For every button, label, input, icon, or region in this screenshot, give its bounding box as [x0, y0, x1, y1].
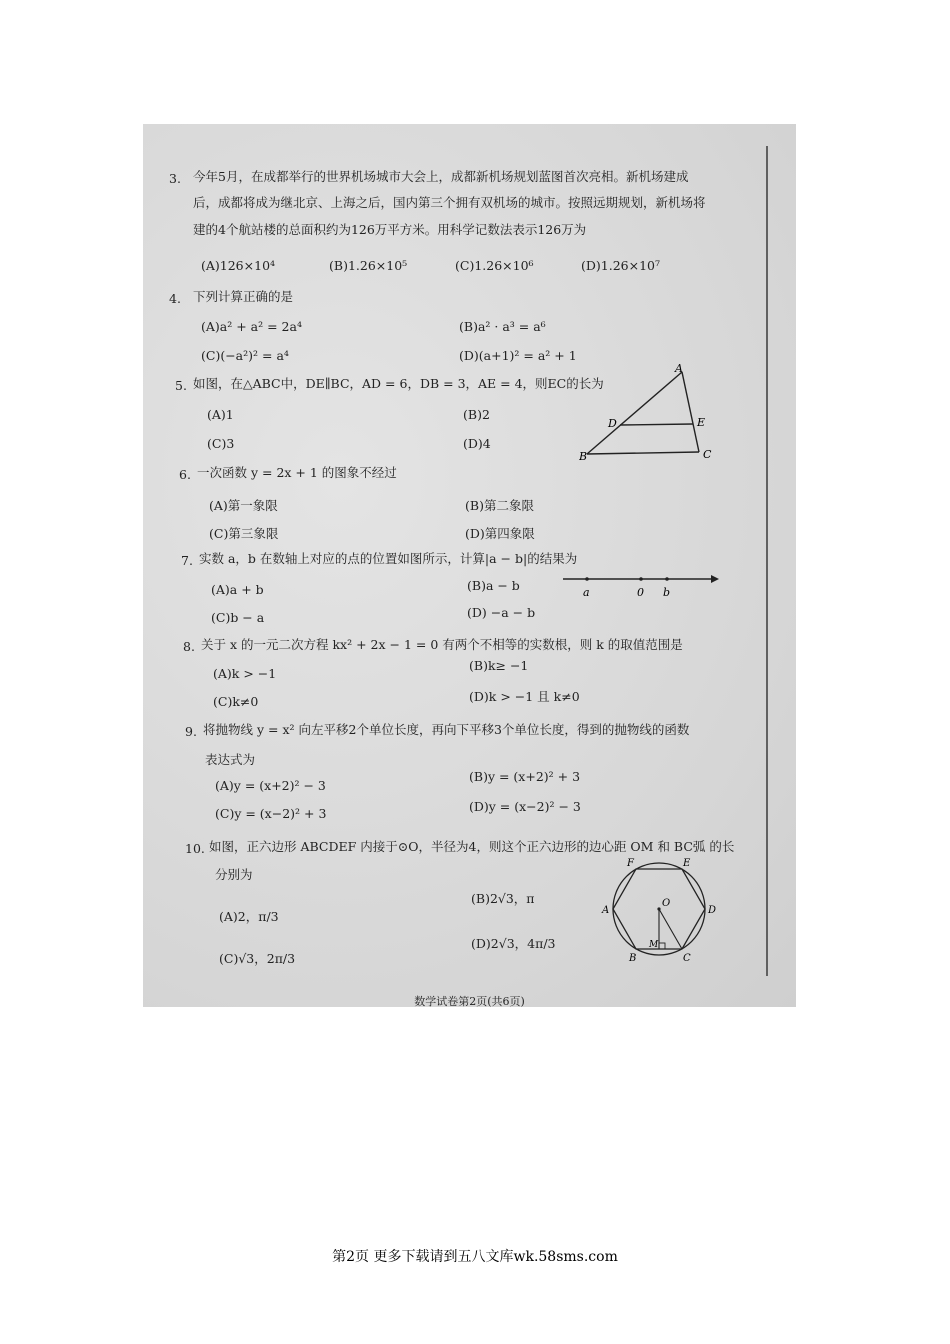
- option-b: (B)a² · a³ = a⁶: [459, 319, 546, 334]
- segment-de: [620, 424, 693, 425]
- question-text: 一次函数 y = 2x + 1 的图象不经过: [197, 465, 397, 480]
- label-b: b: [663, 586, 671, 599]
- question-text: 如图，正六边形 ABCDEF 内接于⊙O，半径为4，则这个正六边形的边心距 OM 和 BC弧 的长: [209, 839, 735, 854]
- triangle-side-ab: [587, 372, 682, 454]
- option-a: (A)k > −1: [213, 666, 277, 681]
- question-number: 5.: [175, 378, 187, 393]
- option-b: (B)a − b: [467, 578, 520, 593]
- option-c: (C)第三象限: [209, 526, 279, 541]
- question-number: 7.: [181, 553, 193, 568]
- option-a: (A)a + b: [211, 582, 264, 597]
- option-c: (C)√3，2π/3: [219, 951, 296, 966]
- question-number: 6.: [179, 467, 191, 482]
- question-text: 如图，在△ABC中，DE∥BC，AD = 6，DB = 3，AE = 4，则EC的长为: [193, 376, 604, 391]
- question-number: 3.: [169, 171, 181, 186]
- triangle-figure: [579, 362, 719, 462]
- option-b: (B)y = (x+2)² + 3: [469, 769, 581, 784]
- label-b: B: [629, 953, 637, 964]
- question-text: 建的4个航站楼的总面积约为126万平方米。用科学记数法表示126万为: [193, 222, 587, 237]
- option-b: (B)k≥ −1: [469, 658, 529, 673]
- option-c: (C)1.26×10⁶: [455, 258, 534, 273]
- option-a: (A)第一象限: [209, 498, 278, 513]
- question-text: 将抛物线 y = x² 向左平移2个单位长度，再向下平移3个单位长度，得到的抛物线的函数: [203, 722, 690, 737]
- label-a: A: [602, 905, 610, 916]
- point-b: [665, 577, 669, 581]
- arrow-icon: [711, 575, 719, 583]
- question-number: 8.: [183, 639, 195, 654]
- question-text: 表达式为: [205, 752, 256, 767]
- option-b: (B)第二象限: [465, 498, 534, 513]
- label-m: M: [649, 940, 659, 950]
- option-d: (D) −a − b: [467, 605, 536, 620]
- label-d: D: [708, 905, 717, 916]
- center-point: [657, 907, 660, 910]
- label-c: C: [683, 953, 691, 964]
- option-b: (B)2√3，π: [471, 891, 535, 906]
- option-d: (D)y = (x−2)² − 3: [469, 799, 581, 814]
- option-b: (B)2: [463, 407, 490, 422]
- option-a: (A)y = (x+2)² − 3: [215, 778, 326, 793]
- label-d: D: [608, 417, 617, 430]
- page-footer: 第2页 更多下载请到五八文库wk.58sms.com: [332, 1249, 618, 1265]
- option-d: (D)4: [463, 436, 491, 451]
- triangle-side-bc: [587, 452, 699, 454]
- option-a: (A)126×10⁴: [201, 258, 276, 273]
- question-text: 实数 a，b 在数轴上对应的点的位置如图所示，计算|a − b|的结果为: [199, 551, 578, 566]
- option-d: (D)k > −1 且 k≠0: [469, 689, 580, 704]
- option-c: (C)(−a²)² = a⁴: [201, 348, 289, 363]
- option-c: (C)k≠0: [213, 694, 259, 709]
- option-d: (D)第四象限: [465, 526, 535, 541]
- label-e: E: [697, 416, 706, 429]
- triangle-side-ac: [682, 372, 699, 452]
- option-d: (D)2√3，4π/3: [471, 936, 556, 951]
- question-text: 分别为: [215, 867, 253, 882]
- scan-page-footer: 数学试卷第2页(共6页): [414, 995, 525, 1007]
- label-e: E: [683, 858, 691, 869]
- label-a: a: [583, 586, 590, 599]
- option-d: (D)(a+1)² = a² + 1: [459, 348, 577, 363]
- point-a: [585, 577, 589, 581]
- option-a: (A)2，π/3: [219, 909, 279, 924]
- question-text: 后，成都将成为继北京、上海之后，国内第三个拥有双机场的城市。按照远期规划，新机场将: [193, 195, 706, 210]
- question-number: 4.: [169, 291, 181, 306]
- label-c: C: [703, 448, 712, 461]
- label-b: B: [579, 450, 588, 462]
- option-c: (C)y = (x−2)² + 3: [215, 806, 327, 821]
- label-a: A: [675, 362, 683, 375]
- number-line-figure: [561, 570, 721, 600]
- option-d: (D)1.26×10⁷: [581, 258, 660, 273]
- hexagon-figure: [595, 854, 725, 964]
- label-o: O: [662, 898, 671, 909]
- option-a: (A)1: [207, 407, 234, 422]
- label-f: F: [627, 858, 634, 869]
- option-c: (C)b − a: [211, 610, 265, 625]
- option-a: (A)a² + a² = 2a⁴: [201, 319, 302, 334]
- option-c: (C)3: [207, 436, 235, 451]
- right-angle-mark: [659, 943, 665, 949]
- question-number: 10.: [185, 841, 205, 856]
- question-text: 关于 x 的一元二次方程 kx² + 2x − 1 = 0 有两个不相等的实数根，则 k 的取值范围是: [201, 637, 683, 652]
- scanned-exam-page: [143, 124, 796, 1007]
- point-zero: [639, 577, 643, 581]
- question-text: 今年5月，在成都举行的世界机场城市大会上，成都新机场规划蓝图首次亮相。新机场建成: [193, 169, 689, 184]
- question-number: 9.: [185, 724, 197, 739]
- question-text: 下列计算正确的是: [193, 289, 294, 304]
- option-b: (B)1.26×10⁵: [329, 258, 408, 273]
- page-edge-shadow: [766, 146, 768, 976]
- label-zero: 0: [637, 586, 644, 599]
